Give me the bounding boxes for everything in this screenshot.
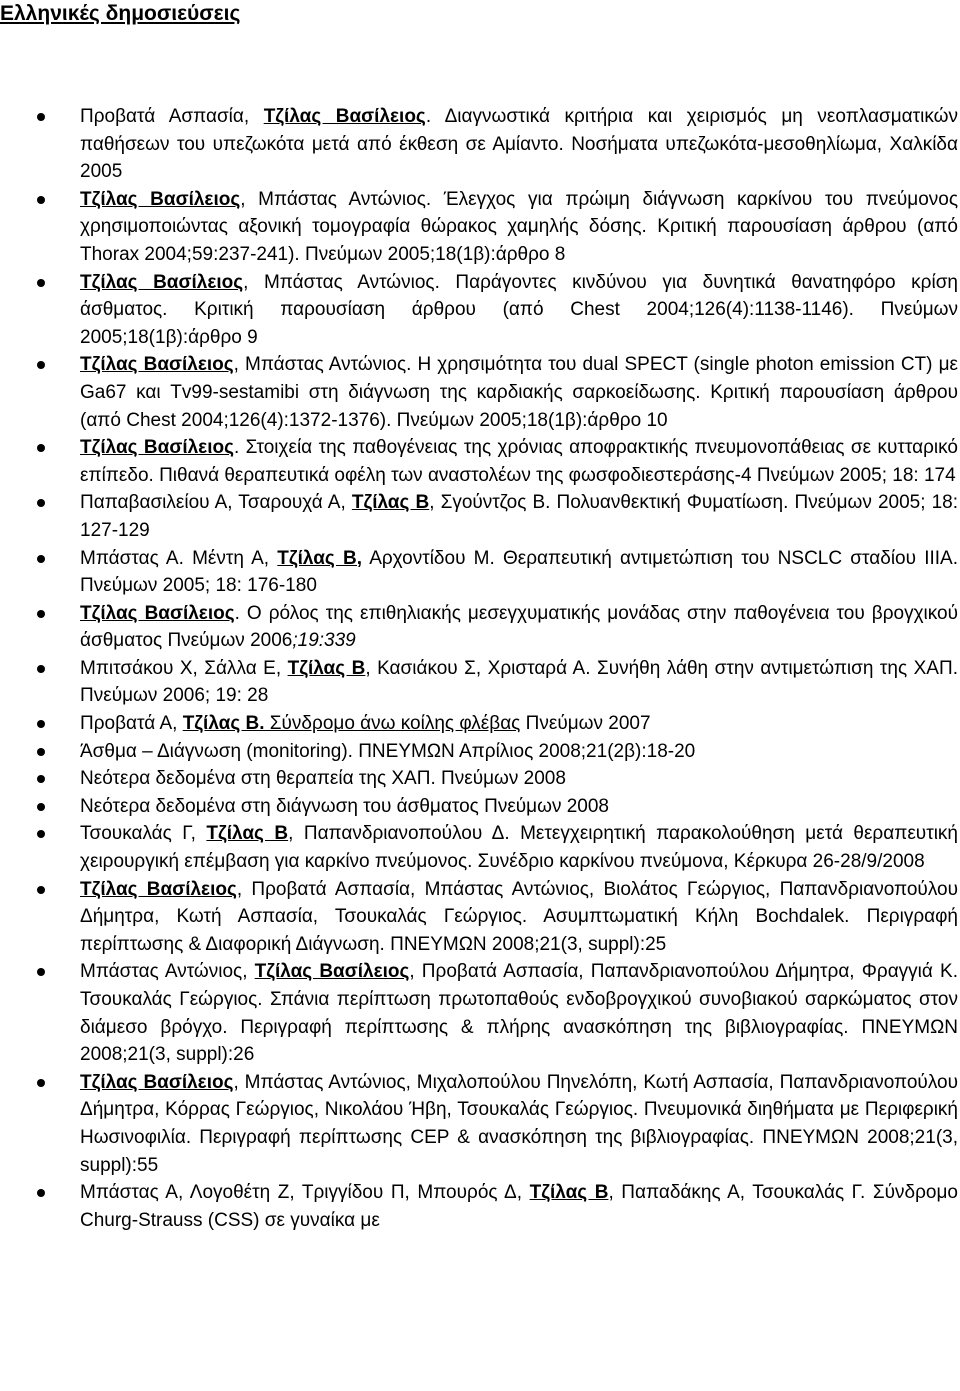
bullet-icon: [37, 748, 45, 756]
bullet-icon: [37, 775, 45, 783]
entry-text: , Μπάστας Αντώνιος. Παράγοντες κινδύνου για δυνητικά θανατηφόρο κρίση άσθματος. Κριτική παρουσίαση άρθρου (από Chest 2004;126(4):1138-1146). Πνεύμων 2005;18(1β):άρθρο 9: [80, 271, 958, 348]
publication-entry: [80, 765, 958, 793]
author-name-highlight: Τζίλας Βασίλειος: [80, 188, 241, 210]
publication-entry: [80, 958, 958, 1068]
entry-text: , Μπάστας Αντώνιος. Η χρησιμότητα του dual SPECT (single photon emission CT) με Ga67 και Tv99-sestamibi στη διάγνωση της καρδιακής σαρκοείδωσης. Κριτική παρουσίαση άρθρου (από Chest 2004;126(4):1372-1376). Πνεύμων 2005;18(1β):άρθρο 10: [80, 354, 958, 431]
entry-citation-italic: ;19:339: [292, 630, 356, 652]
page-title: Ελληνικές δημοσιεύσεις: [0, 2, 241, 25]
entry-text: Παπαβασιλείου Α, Τσαρουχά Α,: [80, 492, 352, 514]
publication-entry: [80, 820, 958, 875]
bullet-icon: [37, 444, 45, 452]
entry-text: Μπάστας Α, Λογοθέτη Ζ, Τριγγίδου Π, Μπουρός Δ,: [80, 1182, 530, 1204]
entry-text: Άσθμα – Διάγνωση (monitoring). ΠΝΕΥΜΩΝ Απρίλιος 2008;21(2β):18-20: [80, 740, 696, 762]
publication-entry: [80, 269, 958, 352]
entry-title-underlined: Σύνδρομο άνω κοίλης φλέβας: [264, 713, 521, 735]
bullet-icon: [37, 113, 45, 121]
publication-entry: [80, 351, 958, 434]
publication-entry: [80, 738, 958, 766]
bullet-icon: [37, 361, 45, 369]
entry-text: Προβατά Ασπασία,: [80, 106, 264, 127]
entry-text: , Παπανδριανοπούλου Δ. Μετεγχειρητική παρακολούθηση μετά θεραπευτική χειρουργική επέμβαση για καρκίνο πνεύμονος. Συνέδριο καρκίνου πνεύμονα, Κέρκυρα 26-28/9/2008: [80, 823, 958, 873]
entry-text: Μπιτσάκου Χ, Σάλλα Ε,: [80, 657, 288, 679]
entry-text: . Ο ρόλος της επιθηλιακής μεσεγχυματικής μονάδας στην παθογένεια του βρογχικού άσθματος Πνεύμων 2006: [80, 602, 958, 652]
publication-entry: [80, 1069, 958, 1179]
publication-entry: [80, 186, 958, 269]
publication-entry: [80, 600, 958, 655]
entry-text: . Διαγνωστικά κριτήρια και χειρισμός μη νεοπλασματικών παθήσεων του υπεζωκότα μετά από έκθεση σε Αμίαντο. Νοσήματα υπεζωκότα-μεσοθηλίωμα, Χαλκίδα 2005: [80, 106, 958, 183]
entry-text: . Στοιχεία της παθογένειας της χρόνιας αποφρακτικής πνευμονοπάθειας σε κυτταρικό επίπεδο. Πιθανά θεραπευτικά οφέλη των αναστολέων της φωσφοδιεστεράσης-4 Πνεύμων 2005; 18: 174: [80, 437, 958, 486]
bullet-icon: [37, 665, 45, 673]
entry-text: , Προβατά Ασπασία, Μπάστας Αντώνιος, Βιολάτος Γεώργιος, Παπανδριανοπούλου Δήμητρα, Κωτή Ασπασία, Τσουκαλάς Γεώργιος. Ασυμπτωματική Κήλη Bochdalek. Περιγραφή περίπτωσης & Διαφορική Διάγνωση. ΠΝΕΥΜΩΝ 2008;21(3, suppl):25: [80, 878, 958, 955]
author-name-highlight: Τζίλας Βασίλειος: [80, 354, 234, 376]
entry-text: Νεότερα δεδομένα στη διάγνωση του άσθματος Πνεύμων 2008: [80, 795, 610, 817]
publication-entry: [80, 655, 958, 710]
publication-entry: [80, 793, 958, 821]
author-name-highlight: Τζίλας Βασίλειος: [80, 271, 244, 293]
entry-text: Νεότερα δεδομένα στη θεραπεία της ΧΑΠ. Πνεύμων 2008: [80, 768, 566, 790]
entry-text: , Παπαδάκης Α, Τσουκαλάς Γ. Σύνδρομο Churg-Strauss (CSS) σε γυναίκα με: [80, 1182, 958, 1231]
publication-entry: [80, 103, 958, 186]
entry-text: , Κασιάκου Σ, Χρισταρά Α. Συνήθη λάθη στην αντιμετώπιση της ΧΑΠ. Πνεύμων 2006; 19: 28: [80, 657, 958, 707]
bullet-icon: [37, 196, 45, 204]
bullet-icon: [37, 720, 45, 728]
entry-text: Μπάστας Α. Μέντη Α,: [80, 547, 278, 569]
publication-entry: [80, 710, 958, 738]
publication-entry: [80, 1179, 958, 1234]
author-name-highlight: Τζίλας Β: [206, 823, 289, 845]
author-name-highlight: Τζίλας Β.: [182, 713, 265, 735]
entry-text: , Προβατά Ασπασία, Παπανδριανοπούλου Δήμητρα, Φραγγιά Κ. Τσουκαλάς Γεώργιος. Σπάνια περίπτωση πρωτοπαθούς ενδοβρογχικού συνοβιακού σαρκώματος στον διάμεσο βρόγχο. Περιγραφή περίπτωσης & πλήρης ανασκόπηση της βιβλιογραφίας. ΠΝΕΥΜΩΝ 2008;21(3, suppl):26: [80, 961, 958, 1066]
entry-text: Πνεύμων 2007: [520, 713, 651, 735]
bullet-icon: [37, 968, 45, 976]
entry-text: , Σγούντζος Β. Πολυανθεκτική Φυματίωση. Πνεύμων 2005; 18: 127-129: [80, 492, 959, 541]
bullet-icon: [37, 803, 45, 811]
bullet-icon: [37, 279, 45, 287]
publication-entry: [80, 545, 958, 600]
bullet-icon: [37, 1189, 45, 1197]
author-name-highlight: Τζίλας Β: [351, 492, 430, 514]
author-name-highlight: Τζίλας Βασίλειος: [263, 106, 426, 127]
author-name-highlight: Τζίλας Βασίλειος: [80, 437, 234, 459]
author-name-highlight: Τζίλας Βασίλειος: [80, 602, 235, 624]
entry-text: Προβατά Α,: [80, 713, 183, 735]
bullet-icon: [37, 1079, 45, 1087]
entry-text: Μπάστας Αντώνιος,: [80, 961, 255, 983]
bullet-icon: [37, 610, 45, 618]
bullet-icon: [37, 499, 45, 507]
bullet-icon: [37, 830, 45, 838]
bullet-icon: [37, 555, 45, 563]
entry-text: Τσουκαλάς Γ,: [80, 823, 207, 845]
author-name-highlight: Τζίλας Βασίλειος: [80, 878, 237, 900]
publication-entry: [80, 434, 958, 489]
author-name-highlight: Τζίλας Β: [529, 1182, 609, 1204]
entry-text: , Μπάστας Αντώνιος. Έλεγχος για πρώιμη διάγνωση καρκίνου του πνεύμονος χρησιμοποιώντας αξονική τομογραφία θώρακος χαμηλής δόσης. Κριτική παρουσίαση άρθρου (από Thorax 2004;59:237-241). Πνεύμων 2005;18(1β):άρθρο 8: [80, 188, 958, 265]
author-name-highlight: Τζίλας Β,: [277, 547, 363, 569]
entry-text: Αρχοντίδου Μ. Θεραπευτική αντιμετώπιση του NSCLC σταδίου IIIA. Πνεύμων 2005; 18: 176-180: [80, 547, 958, 597]
author-name-highlight: Τζίλας Βασίλειος: [254, 961, 410, 983]
author-name-highlight: Τζίλας Βασίλειος: [80, 1071, 234, 1093]
entry-text: , Μπάστας Αντώνιος, Μιχαλοπούλου Πηνελόπη, Κωτή Ασπασία, Παπανδριανοπούλου Δήμητρα, Κόρρας Γεώργιος, Νικολάου Ήβη, Τσουκαλάς Γεώργιος. Πνευμονικά διηθήματα με Περιφερική Ηωσινοφιλία. Περιγραφή περίπτωσης CEP & ανασκόπηση της βιβλιογραφίας. ΠΝΕΥΜΩΝ 2008;21(3, suppl):55: [80, 1071, 958, 1176]
publication-entry: [80, 489, 958, 544]
publication-entry: [80, 876, 958, 959]
publication-list: [80, 103, 958, 1234]
author-name-highlight: Τζίλας Β: [287, 657, 366, 679]
bullet-icon: [37, 886, 45, 894]
